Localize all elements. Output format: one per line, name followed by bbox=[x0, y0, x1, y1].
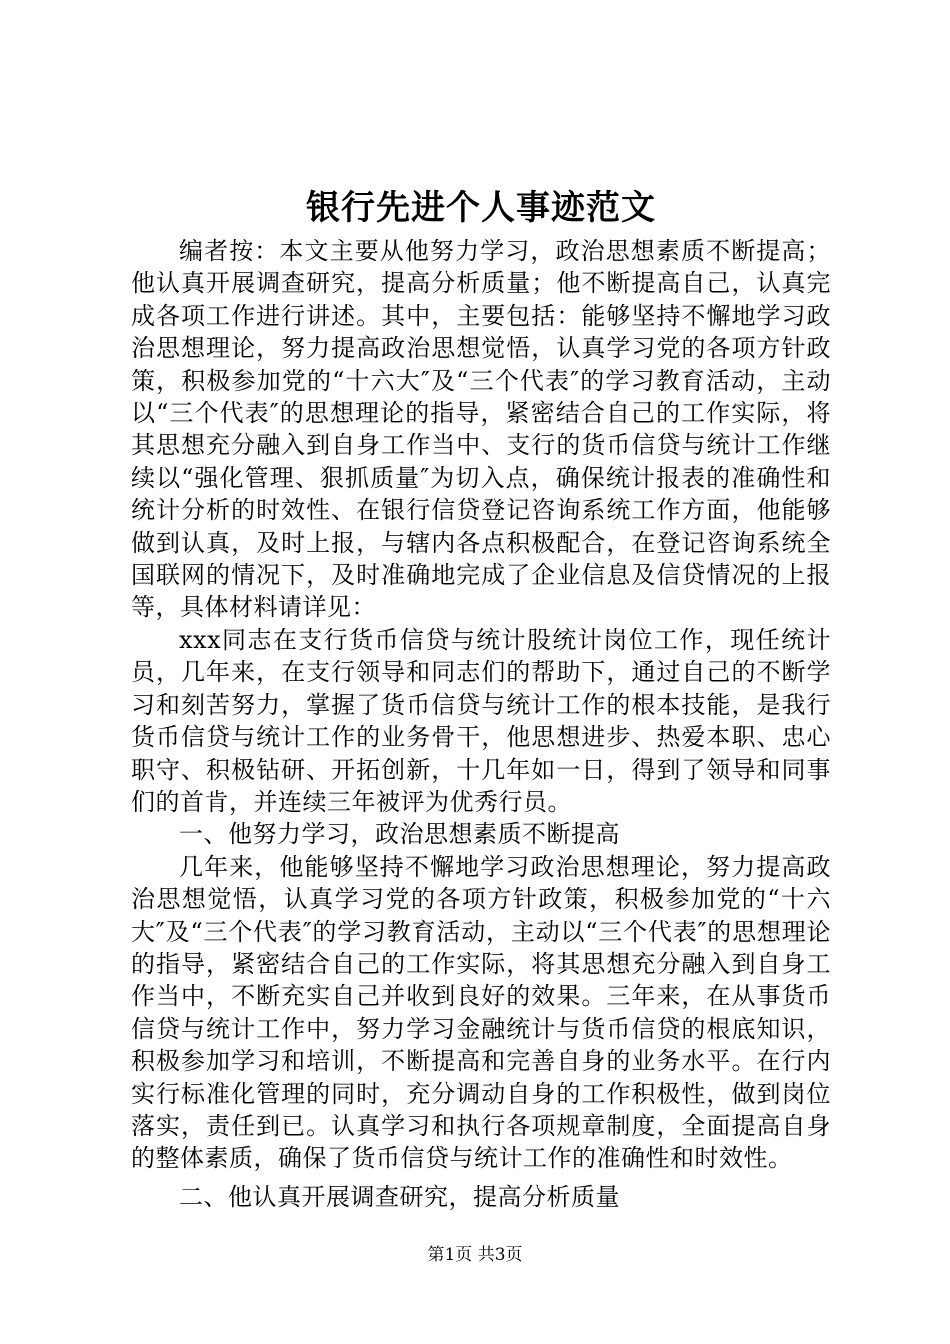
document-title: 银行先进个人事迹范文 bbox=[306, 188, 656, 228]
document-page bbox=[131, 185, 831, 1213]
section-2-heading: 二、他认真开展调查研究，提高分析质量 bbox=[179, 1182, 620, 1211]
intro-paragraph: xxx同志在支行货币信贷与统计股统计岗位工作，现任统计员，几年来，在支行领导和同志们的帮助下，通过自己的不断学习和刻苦努力，掌握了货币信贷与统计工作的根本技能，是我行货币信贷与统计工作的业务骨干，他思想进步、热爱本职、忠心职守、积极钻研、开拓创新，十几年如一日，得到了领导和同事们的首肯，并连续三年被评为优秀行员。 bbox=[131, 625, 831, 816]
section-1-paragraph: 几年来，他能够坚持不懈地学习政治思想理论，努力提高政治思想觉悟，认真学习党的各项方针政策，积极参加党的“十六大″及“三个代表″的学习教育活动，主动以“三个代表″的思想理论的指导，紧密结合自己的工作实际，将其思想充分融入到自身工作当中，不断充实自己并收到良好的效果。三年来，在从事货币信贷与统计工作中，努力学习金融统计与货币信贷的根底知识，积极参加学习和培训，不断提高和完善自身的业务水平。在行内实行标准化管理的同时，充分调动自身的工作积极性，做到岗位落实，责任到已。认真学习和执行各项规章制度，全面提高自身的整体素质，确保了货币信贷与统计工作的准确性和时效性。 bbox=[131, 852, 831, 1173]
page-footer bbox=[0, 1244, 950, 1266]
page-number: 第1页 共3页 bbox=[427, 1245, 523, 1265]
editor-note-paragraph: 编者按：本文主要从他努力学习，政治思想素质不断提高；他认真开展调查研究，提高分析质量；他不断提高自己，认真完成各项工作进行讲述。其中，主要包括：能够坚持不懈地学习政治思想理论，努力提高政治思想觉悟，认真学习党的各项方针政策，积极参加党的“十六大″及“三个代表″的学习教育活动，主动以“三个代表″的思想理论的指导，紧密结合自己的工作实际，将其思想充分融入到自身工作当中、支行的货币信贷与统计工作继续以“强化管理、狠抓质量″为切入点，确保统计报表的准确性和统计分析的时效性、在银行信贷登记咨询系统工作方面，他能够做到认真，及时上报，与辖内各点积极配合，在登记咨询系统全国联网的情况下，及时准确地完成了企业信息及信贷情况的上报等，具体材料请详见： bbox=[131, 237, 831, 622]
section-1-heading: 一、他努力学习，政治思想素质不断提高 bbox=[179, 820, 620, 849]
